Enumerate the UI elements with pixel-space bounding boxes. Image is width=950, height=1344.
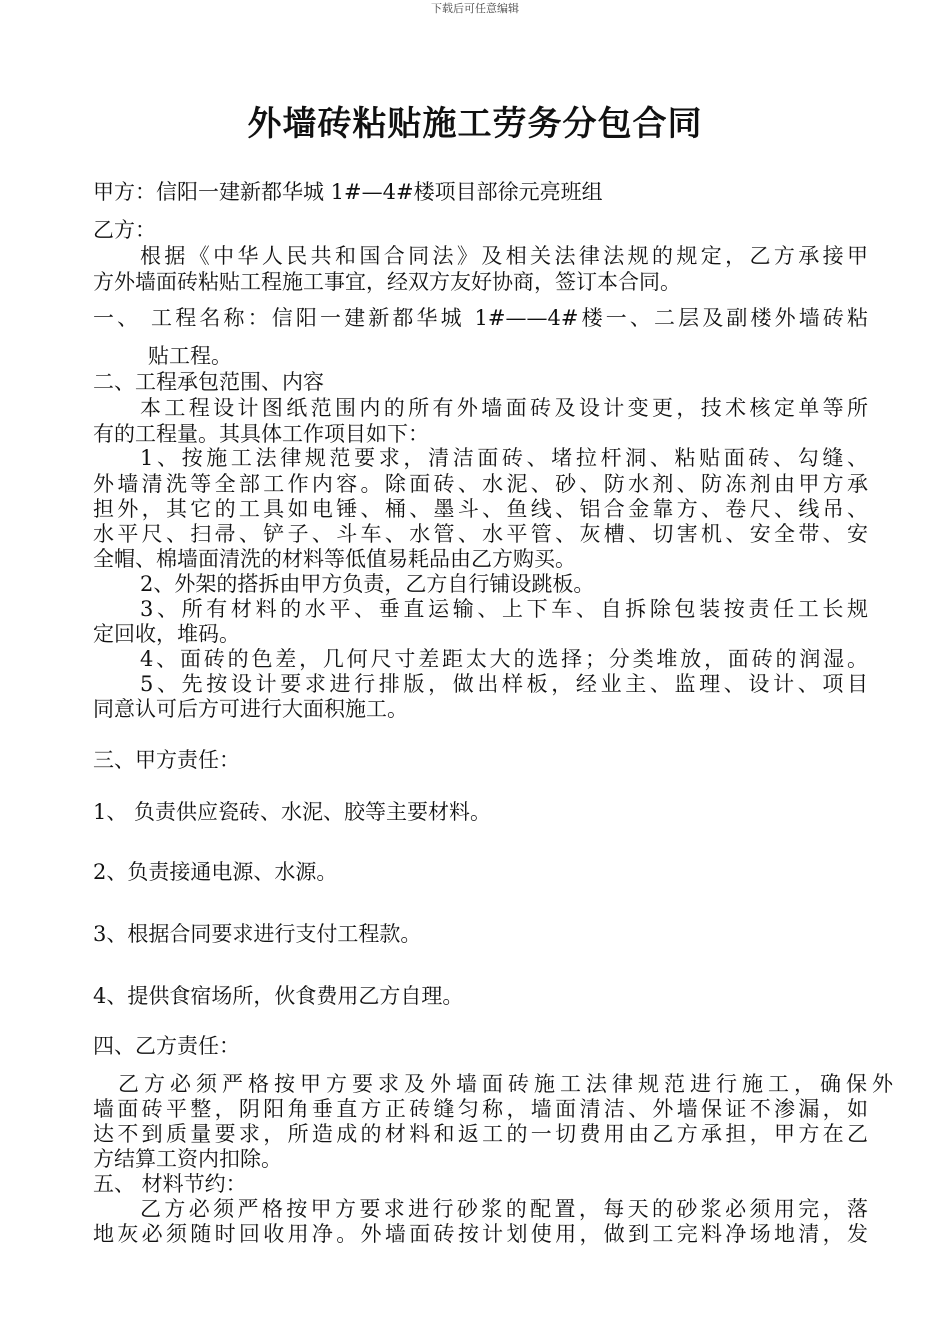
preamble-line-1: 根据《中华人民共和国合同法》及相关法律法规的规定，乙方承接甲 <box>140 244 868 268</box>
section-2-para-line-1: 本工程设计图纸范围内的所有外墙面砖及设计变更，技术核定单等所 <box>140 396 868 420</box>
section-2-para-line-2: 有的工程量。其具体工作项目如下： <box>93 422 429 446</box>
item-1-line-4: 水平尺、扫帚、铲子、斗车、水管、水平管、灰槽、切害机、安全带、安 <box>93 522 868 546</box>
section-4-line-3: 达不到质量要求，所造成的材料和返工的一切费用由乙方承担，甲方在乙 <box>93 1122 868 1146</box>
section-5-line-1: 乙方必须严格按甲方要求进行砂浆的配置，每天的砂浆必须用完，落 <box>140 1197 868 1221</box>
section-1-line-1: 一、 工程名称：信阳一建新都华城 1#——4#楼一、二层及副楼外墙砖粘 <box>93 306 868 330</box>
party-a-duty-3: 3、根据合同要求进行支付工程款。 <box>93 922 422 946</box>
section-3-heading: 三、甲方责任： <box>93 748 240 772</box>
preamble-line-2: 方外墙面砖粘贴工程施工事宜，经双方友好协商，签订本合同。 <box>93 270 681 294</box>
party-a-line: 甲方：信阳一建新都华城 1#—4#楼项目部徐元亮班组 <box>93 180 603 204</box>
item-3-line-2: 定回收，堆码。 <box>93 622 240 646</box>
item-4-line: 4、面砖的色差，几何尺寸差距太大的选择；分类堆放，面砖的润湿。 <box>140 647 868 671</box>
item-1-line-3: 担外，其它的工具如电锤、桶、墨斗、鱼线、铝合金靠方、卷尺、线吊、 <box>93 497 868 521</box>
section-4-line-4: 方结算工资内扣除。 <box>93 1147 282 1171</box>
item-1-line-5: 全帽、棉墙面清洗的材料等低值易耗品由乙方购买。 <box>93 547 576 571</box>
party-a-duty-4: 4、提供食宿场所，伙食费用乙方自理。 <box>93 984 464 1008</box>
party-b-line: 乙方： <box>93 218 156 242</box>
section-4-line-2: 墙面砖平整，阴阳角垂直方正砖缝匀称，墙面清洁、外墙保证不渗漏，如 <box>93 1097 868 1121</box>
item-3-line-1: 3、所有材料的水平、垂直运输、上下车、自拆除包装按责任工长规 <box>140 597 868 621</box>
party-a-duty-1: 1、 负责供应瓷砖、水泥、胶等主要材料。 <box>93 800 492 824</box>
item-2-line: 2、外架的搭拆由甲方负责，乙方自行铺设跳板。 <box>140 572 595 596</box>
item-5-line-2: 同意认可后方可进行大面积施工。 <box>93 697 408 721</box>
header-note: 下载后可任意编辑 <box>431 2 519 15</box>
section-5-line-2: 地灰必须随时回收用净。外墙面砖按计划使用，做到工完料净场地清，发 <box>93 1222 868 1246</box>
section-4-line-1: 乙方必须严格按甲方要求及外墙面砖施工法律规范进行施工，确保外 <box>118 1072 893 1096</box>
document-title: 外墙砖粘贴施工劳务分包合同 <box>247 104 703 144</box>
party-a-duty-2: 2、负责接通电源、水源。 <box>93 860 338 884</box>
section-4-heading: 四、乙方责任： <box>93 1034 240 1058</box>
item-5-line-1: 5、先按设计要求进行排版，做出样板，经业主、监理、设计、项目 <box>140 672 868 696</box>
section-2-heading: 二、工程承包范围、内容 <box>93 370 324 394</box>
item-1-line-1: 1、按施工法律规范要求，清洁面砖、堵拉杆洞、粘贴面砖、勾缝、 <box>140 446 868 470</box>
item-1-line-2: 外墙清洗等全部工作内容。除面砖、水泥、砂、防水剂、防冻剂由甲方承 <box>93 472 868 496</box>
section-5-heading: 五、 材料节约： <box>93 1172 247 1196</box>
section-1-line-2: 贴工程。 <box>148 344 232 368</box>
